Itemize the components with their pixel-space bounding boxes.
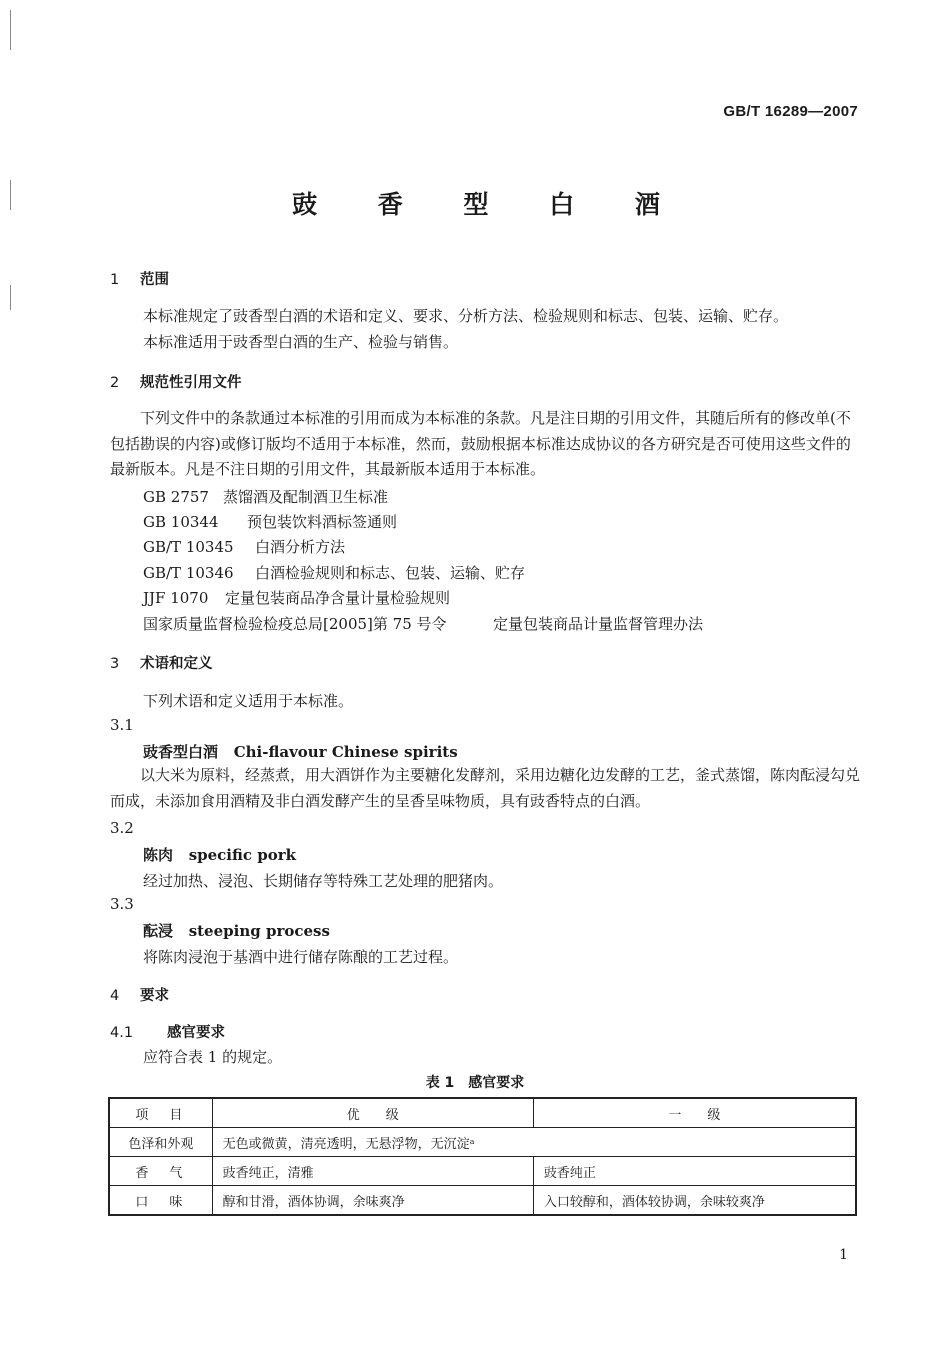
term-heading (143, 920, 330, 941)
table-header-cell: 项 目 (109, 1098, 212, 1128)
section-1-heading (110, 268, 870, 289)
table-cell: 香 气 (109, 1157, 212, 1186)
term-chinese: 酝浸 (143, 922, 174, 940)
term-definition: 经过加热、浸泡、长期储存等特殊工艺处理的肥猪肉。 (143, 872, 504, 890)
page-number: 1 (839, 1247, 848, 1263)
table-header-cell: 一 级 (533, 1098, 856, 1128)
term-definition: 将陈肉浸泡于基酒中进行储存陈酿的工艺过程。 (143, 948, 459, 966)
section-title: 术语和定义 (140, 656, 213, 672)
reference-title: 预包装饮料酒标签通则 (247, 513, 398, 531)
term-definition: 以大米为原料，经蒸煮，用大酒饼作为主要糖化发酵剂，采用边糖化边发酵的工艺，釜式蒸馏，陈肉酝浸勾兑而成，未添加食用酒精及非白酒发酵产生的呈香呈味物质，具有豉香特点的白酒。 (110, 766, 861, 810)
reference-title: 定量包装商品净含量计量检验规则 (225, 589, 451, 607)
reference-title: 白酒检验规则和标志、包装、运输、贮存 (255, 564, 526, 582)
scan-edge-mark (10, 285, 11, 310)
reference-item (143, 562, 525, 583)
table-header-cell: 优 级 (212, 1098, 533, 1128)
table-cell: 豉香纯正 (533, 1157, 856, 1186)
section-title: 范围 (140, 272, 169, 288)
section-number: 3 (110, 656, 120, 672)
reference-code: GB 2757 (143, 488, 209, 506)
reference-code: 国家质量监督检验检疫总局[2005]第 75 号令 (143, 615, 447, 633)
section-3-heading (110, 652, 870, 673)
table-cell: 豉香纯正，清雅 (212, 1157, 533, 1186)
sensory-requirements-table (108, 1097, 857, 1216)
subsection-4-1-heading (110, 1021, 870, 1042)
section-title: 要求 (140, 988, 169, 1004)
table-cell: 无色或微黄，清亮透明，无悬浮物，无沉淀ᵃ (212, 1128, 856, 1157)
term-heading (143, 844, 296, 865)
term-chinese: 陈肉 (143, 846, 174, 864)
subsection-number: 4.1 (110, 1025, 134, 1041)
reference-item (143, 536, 345, 557)
table-row (109, 1128, 856, 1157)
section-4-heading (110, 984, 870, 1005)
term-english: steeping process (188, 922, 330, 940)
table-cell: 入口较醇和，酒体较协调，余味较爽净 (533, 1186, 856, 1216)
section-title: 规范性引用文件 (140, 375, 242, 391)
reference-code: GB 10344 (143, 513, 219, 531)
reference-title: 蒸馏酒及配制酒卫生标准 (223, 488, 389, 506)
paragraph: 本标准规定了豉香型白酒的术语和定义、要求、分析方法、检验规则和标志、包装、运输、贮存。 (143, 307, 789, 325)
table-cell: 口 味 (109, 1186, 212, 1216)
table-caption: 表 1 感官要求 (425, 1075, 525, 1091)
reference-item (143, 613, 703, 634)
reference-code: JJF 1070 (143, 589, 209, 607)
term-number: 3.3 (110, 895, 134, 913)
table-row (109, 1157, 856, 1186)
term-english: Chi-flavour Chinese spirits (233, 743, 458, 761)
paragraph: 应符合表 1 的规定。 (143, 1048, 283, 1066)
standard-number: GB/T 16289—2007 (723, 103, 858, 120)
table-header-row (109, 1098, 856, 1128)
paragraph: 下列文件中的条款通过本标准的引用而成为本标准的条款。凡是注日期的引用文件，其随后所有的修改单(不包括勘误的内容)或修订版均不适用于本标准，然而，鼓励根据本标准达成协议的各方研究是否可使用这些文件的最新版本。凡是不注日期的引用文件，其最新版本适用于本标准。 (110, 409, 851, 478)
paragraph: 本标准适用于豉香型白酒的生产、检验与销售。 (143, 333, 459, 351)
reference-title: 白酒分析方法 (255, 538, 346, 556)
section-2-heading (110, 371, 870, 392)
table-cell: 醇和甘滑，酒体协调，余味爽净 (212, 1186, 533, 1216)
table-cell: 色泽和外观 (109, 1128, 212, 1157)
section-number: 2 (110, 375, 120, 391)
reference-title: 定量包装商品计量监督管理办法 (493, 615, 704, 633)
document-title: 豉 香 型 白 酒 (292, 190, 686, 219)
reference-code: GB/T 10345 (143, 538, 234, 556)
paragraph: 下列术语和定义适用于本标准。 (143, 692, 354, 710)
reference-code: GB/T 10346 (143, 564, 234, 582)
term-chinese: 豉香型白酒 (143, 743, 219, 761)
term-heading (143, 741, 458, 762)
section-number: 1 (110, 272, 120, 288)
subsection-title: 感官要求 (167, 1025, 225, 1041)
reference-item (143, 587, 450, 608)
table-row (109, 1186, 856, 1216)
reference-item (143, 486, 388, 507)
reference-item (143, 511, 397, 532)
term-number: 3.2 (110, 819, 134, 837)
term-number: 3.1 (110, 716, 134, 734)
scan-edge-mark (10, 10, 11, 50)
term-english: specific pork (188, 846, 297, 864)
section-number: 4 (110, 988, 120, 1004)
